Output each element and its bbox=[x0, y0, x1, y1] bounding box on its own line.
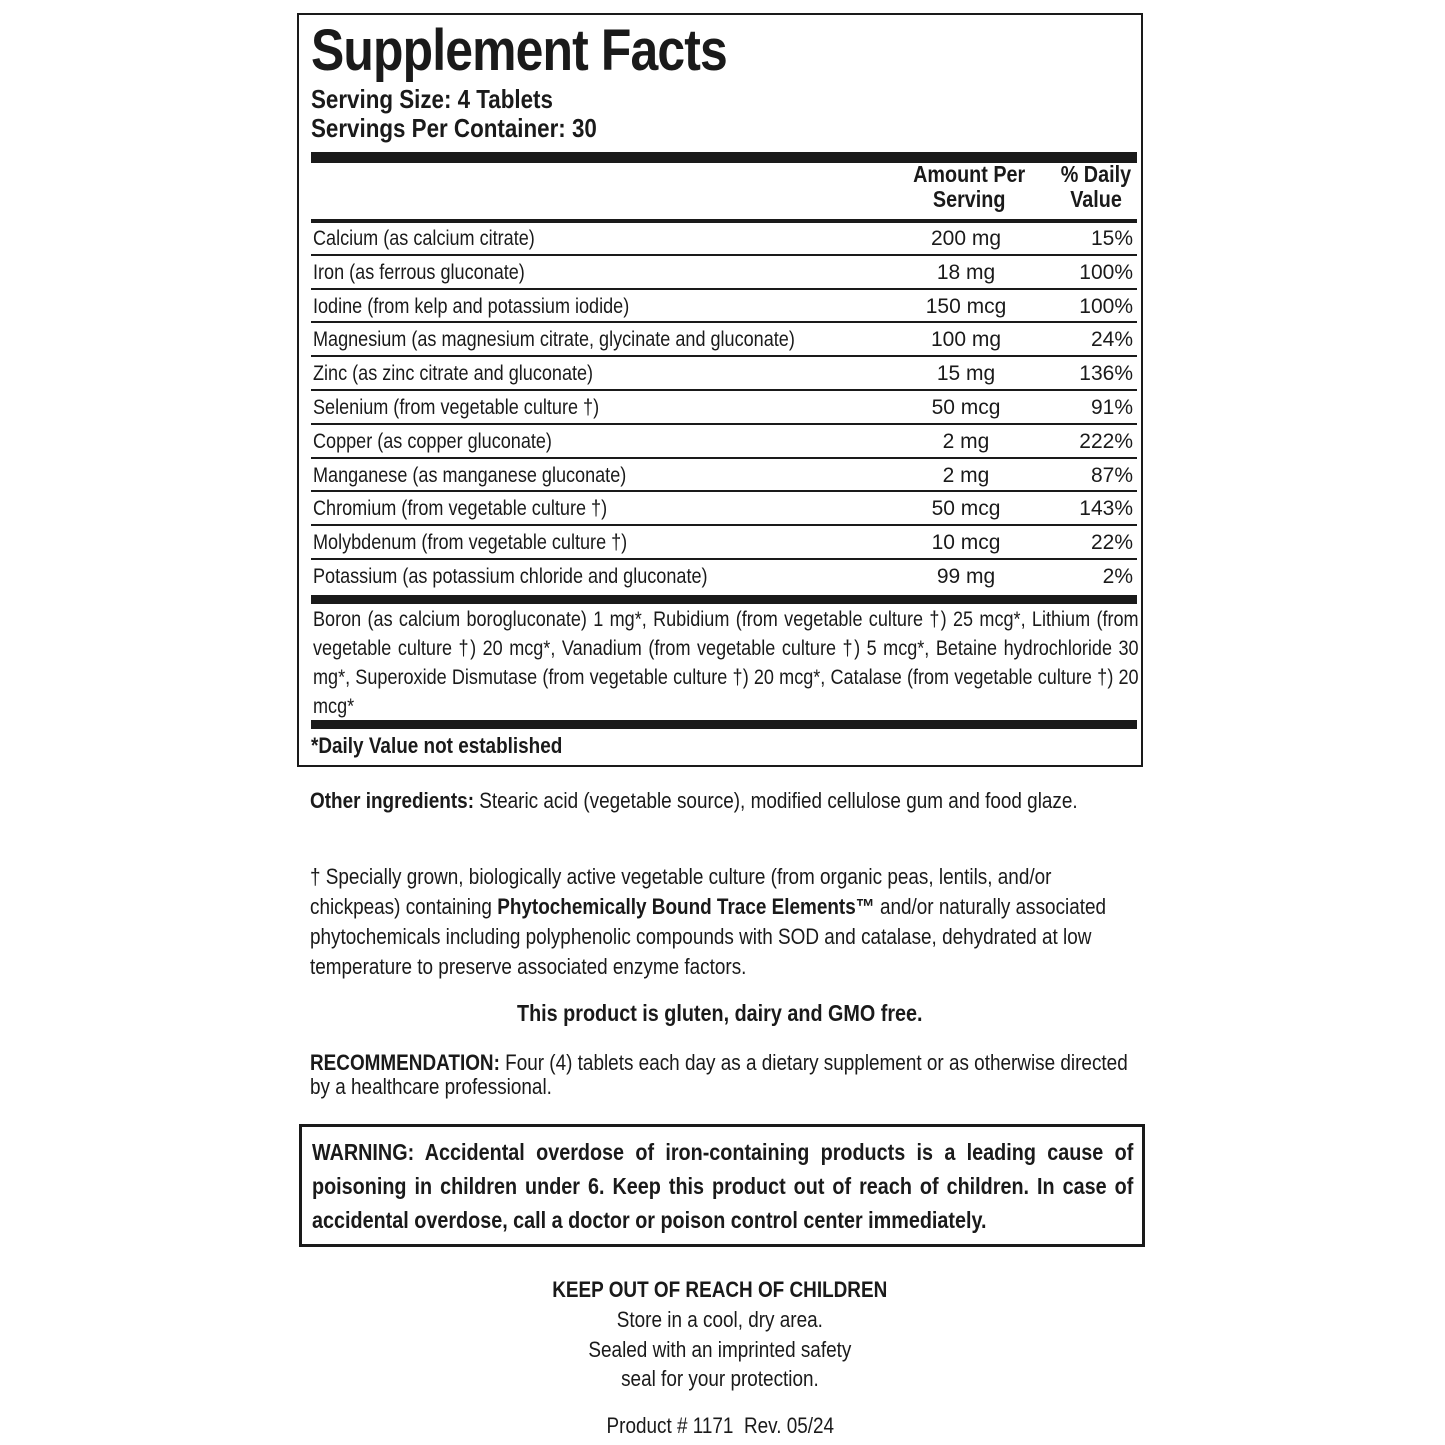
nutrient-name: Zinc (as zinc citrate and gluconate) bbox=[313, 362, 594, 386]
nutrient-name: Potassium (as potassium chloride and gluconate) bbox=[313, 564, 708, 588]
nutrient-daily-value: 87% bbox=[1090, 463, 1133, 487]
nutrient-daily-value: 15% bbox=[1090, 227, 1133, 250]
nutrient-daily-value: 24% bbox=[1090, 328, 1133, 352]
nutrient-daily-value: 2% bbox=[1102, 564, 1133, 588]
recommendation-text: Four (4) tablets each day as a dietary supplement or as otherwise directed by a healthcare professional. bbox=[310, 1050, 1128, 1099]
supplement-facts-panel bbox=[297, 13, 1143, 767]
nutrient-amount: 50 mcg bbox=[931, 395, 1001, 419]
nutrient-amount: 99 mg bbox=[936, 564, 996, 588]
nutrient-daily-value: 136% bbox=[1079, 362, 1133, 386]
column-header-amount: Amount Per Serving bbox=[912, 161, 1026, 212]
nutrient-amount: 18 mg bbox=[936, 260, 996, 284]
nutrient-amount: 15 mg bbox=[936, 362, 996, 386]
divider-thick bbox=[311, 720, 1137, 729]
nutrient-amount: 50 mcg bbox=[931, 497, 1001, 521]
nutrient-row bbox=[311, 256, 1137, 290]
seal-note-line-1: Sealed with an imprinted safety bbox=[588, 1337, 852, 1362]
nutrient-amount: 200 mg bbox=[930, 227, 1002, 250]
allergen-free-statement: This product is gluten, dairy and GMO free. bbox=[517, 1000, 923, 1026]
nutrient-name: Molybdenum (from vegetable culture †) bbox=[313, 531, 628, 555]
serving-size: Serving Size: 4 Tablets bbox=[311, 84, 553, 114]
nutrient-name: Chromium (from vegetable culture †) bbox=[313, 497, 608, 521]
nutrient-row bbox=[311, 560, 1137, 594]
nutrient-row bbox=[311, 459, 1137, 493]
nutrient-name: Iron (as ferrous gluconate) bbox=[313, 260, 525, 284]
nutrient-row bbox=[311, 492, 1137, 526]
nutrient-amount: 2 mg bbox=[942, 429, 990, 453]
other-ingredients-text: Stearic acid (vegetable source), modified cellulose gum and food glaze. bbox=[473, 788, 1078, 813]
nutrient-row bbox=[311, 425, 1137, 459]
nutrient-name: Manganese (as manganese gluconate) bbox=[313, 463, 627, 487]
nutrient-amount: 150 mcg bbox=[925, 294, 1007, 318]
nutrient-row bbox=[311, 357, 1137, 391]
nutrient-table bbox=[311, 222, 1137, 594]
nutrient-row bbox=[311, 222, 1137, 256]
nutrient-row bbox=[311, 526, 1137, 560]
nutrient-amount: 100 mg bbox=[930, 328, 1002, 352]
nutrient-name: Magnesium (as magnesium citrate, glycinate and gluconate) bbox=[313, 328, 795, 352]
nutrient-amount: 10 mcg bbox=[931, 531, 1001, 555]
nutrient-amount: 2 mg bbox=[942, 463, 990, 487]
other-ingredients bbox=[310, 786, 1270, 816]
nutrient-daily-value: 143% bbox=[1079, 497, 1133, 521]
warning-box bbox=[299, 1124, 1145, 1247]
column-header-daily-value: % Daily Value bbox=[1060, 161, 1132, 212]
daily-value-note: *Daily Value not established bbox=[311, 733, 563, 758]
nutrient-daily-value: 100% bbox=[1079, 294, 1133, 318]
seal-note-line-2: seal for your protection. bbox=[621, 1366, 819, 1391]
nutrient-daily-value: 91% bbox=[1090, 395, 1133, 419]
storage-instruction: Store in a cool, dry area. bbox=[616, 1307, 824, 1332]
nutrient-name: Calcium (as calcium citrate) bbox=[313, 227, 535, 250]
nutrient-name: Iodine (from kelp and potassium iodide) bbox=[313, 294, 630, 318]
divider-thick bbox=[311, 595, 1137, 604]
recommendation bbox=[310, 1051, 1270, 1099]
facts-title: Supplement Facts bbox=[311, 18, 727, 83]
nutrient-daily-value: 22% bbox=[1090, 531, 1133, 555]
nutrient-name: Copper (as copper gluconate) bbox=[313, 429, 552, 453]
servings-per-container: Servings Per Container: 30 bbox=[311, 113, 597, 143]
other-ingredients-label: Other ingredients: bbox=[310, 788, 474, 813]
warning-text: WARNING: Accidental overdose of iron-containing products is a leading cause of poisoning in children under 6. Keep this product out of reach of children. In case of accidental overdose, call a doctor or poison control center immediately. bbox=[312, 1139, 1134, 1233]
nutrient-daily-value: 100% bbox=[1079, 260, 1133, 284]
recommendation-label: RECOMMENDATION: bbox=[310, 1050, 500, 1075]
nutrient-row bbox=[311, 290, 1137, 324]
trace-elements-brand: Phytochemically Bound Trace Elements™ bbox=[497, 894, 875, 919]
other-blend-text: Boron (as calcium borogluconate) 1 mg*, Rubidium (from vegetable culture †) 25 mcg*, Lithium (from vegetable culture †) 20 mcg*, Vanadium (from vegetable culture †) 5 mcg*, Betaine hydrochloride 30 mg*, Superoxide Dismutase (from vegetable culture †) 20 mcg*, Catalase (from vegetable culture †) 20 mcg* bbox=[313, 608, 1139, 718]
nutrient-daily-value: 222% bbox=[1079, 429, 1133, 453]
keep-out-of-reach: KEEP OUT OF REACH OF CHILDREN bbox=[552, 1277, 888, 1302]
culture-footnote: † Specially grown, biologically active vegetable culture (from organic peas, lentils, and/or chickpeas) containing Phytochemically Bound Trace Elements™ and/or naturally associated phytochemicals including polyphenolic compounds with SOD and catalase, dehydrated at low temperature to preserve associated enzyme factors. bbox=[310, 864, 1107, 979]
nutrient-row bbox=[311, 391, 1137, 425]
nutrient-name: Selenium (from vegetable culture †) bbox=[313, 395, 600, 419]
nutrient-row bbox=[311, 323, 1137, 357]
product-code: Product # 1171 Rev. 05/24 bbox=[606, 1413, 834, 1438]
